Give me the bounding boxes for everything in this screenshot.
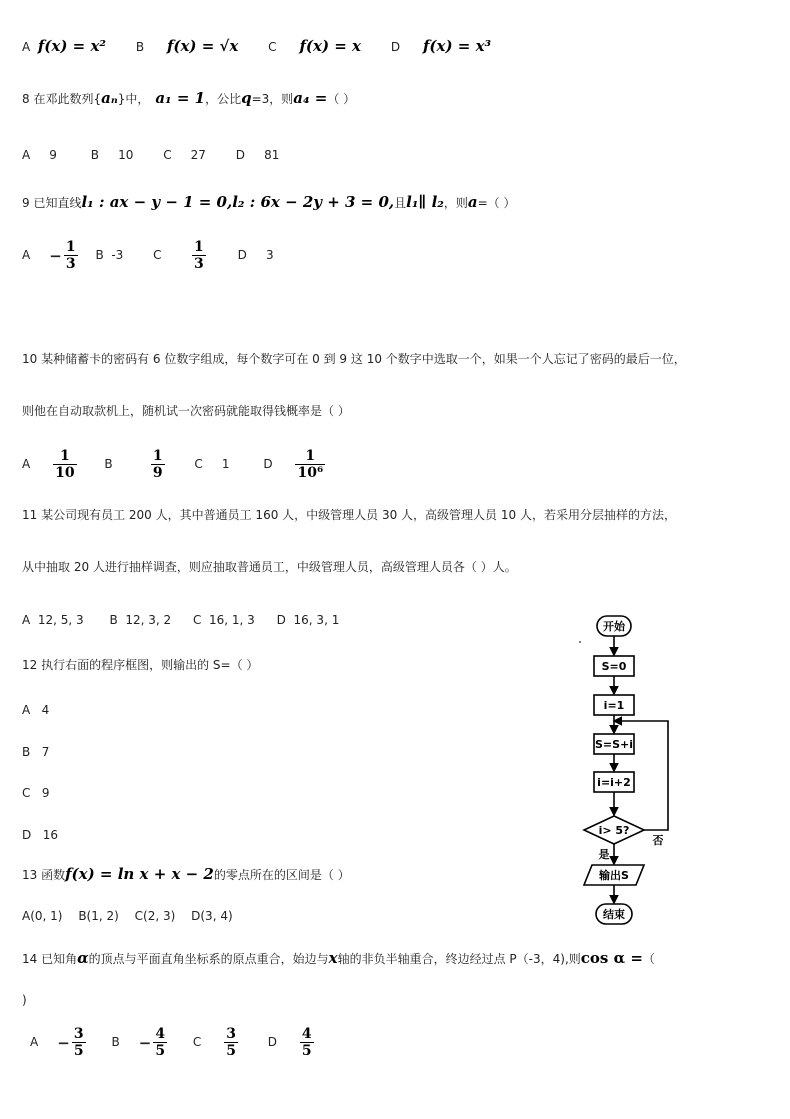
q9-option-a: A − $\frac{1}{3}$ [22, 239, 76, 272]
flowchart-yes-label: 是 [598, 848, 610, 861]
q11-option-d: D 16, 3, 1 [276, 613, 340, 627]
q13-option-c: C(2, 3) [134, 909, 176, 923]
q10-option-a: A $\frac{1}{10}$ [22, 448, 75, 481]
q10-option-d: D $\frac{1}{\text{10⁶}}$ [263, 448, 324, 481]
q8-option-b: B 10 [90, 148, 134, 162]
flowchart-output-label: 输出S [599, 869, 629, 882]
q10-options [22, 444, 325, 484]
q13-option-a: A(0, 1) [22, 909, 63, 923]
q11-option-c: C 16, 1, 3 [192, 613, 255, 627]
flowchart-i1-label: i=1 [603, 699, 625, 712]
flowchart-ssi-label: S=S+i [594, 738, 634, 751]
q11-stem-line2: 从中抽取 20 人进行抽样调查，则应抽取普通员工，中级管理人员，高级管理人员各（ ）人。 [22, 560, 517, 574]
flowchart-start-label: 开始 [603, 620, 625, 633]
q13-option-b: B(1, 2) [78, 909, 119, 923]
flowchart-end-label: 结束 [603, 908, 625, 921]
program-flowchart [572, 608, 682, 928]
q12-option-d: D 16 [22, 828, 58, 842]
q10-option-c: C 1 [194, 457, 230, 471]
q8-option-d: D 81 [235, 148, 280, 162]
q11-options [22, 610, 339, 630]
q12-stem: 12 执行右面的程序框图，则输出的 S=（ ） [22, 658, 259, 672]
q14-options [30, 1022, 314, 1063]
q10-stem-line2: 则他在自动取款机上，随机试一次密码就能取得钱概率是（ ） [22, 404, 350, 418]
q7-option-c: C f(x) = x [268, 37, 361, 55]
q7-option-a: A f(x) = x² [22, 37, 106, 55]
flowchart-no-label: 否 [652, 834, 664, 847]
flowchart-ii2-label: i=i+2 [597, 776, 631, 789]
q13-options [22, 906, 233, 926]
q14-stem-line2: ) [22, 993, 27, 1007]
q14-option-b: B − $\frac{4}{5}$ [111, 1026, 166, 1059]
q14-option-a: A − $\frac{3}{5}$ [30, 1026, 84, 1059]
q10-stem-line1: 10 某种储蓄卡的密码有 6 位数字组成，每个数字可在 0 到 9 这 10 个数字中选取一个，如果一个人忘记了密码的最后一位， [22, 352, 686, 366]
q8-stem: 8 在邓此数列{aₙ}中， a₁ = 1，公比q=3，则a₄ =（ ） [22, 89, 356, 107]
q11-option-a: A 12, 5, 3 [22, 613, 84, 627]
q9-stem: 9 已知直线l₁ : ax − y − 1 = 0,l₂ : 6x − 2y + 3 = 0,且l₁∥ l₂，则a=（ ） [22, 193, 516, 211]
q8-option-a: A 9 [22, 148, 57, 162]
q7-option-d: D f(x) = x³ [390, 37, 492, 55]
q10-option-b: B $\frac{1}{9}$ [104, 448, 163, 481]
q7-options [22, 36, 491, 57]
q8-option-c: C 27 [163, 148, 206, 162]
q11-option-b: B 12, 3, 2 [109, 613, 172, 627]
q7-option-b: B f(x) = √x [135, 37, 239, 55]
q12-option-b: B 7 [22, 745, 50, 759]
q12-option-a: A 4 [22, 703, 50, 717]
q13-option-d: D(3, 4) [191, 909, 233, 923]
q13-stem: 13 函数f(x) = ln x + x − 2的零点所在的区间是（ ） [22, 865, 350, 883]
q14-option-d: D $\frac{4}{5}$ [267, 1026, 312, 1059]
q9-option-d: D 3 [237, 248, 274, 262]
q9-option-c: C $\frac{1}{3}$ [153, 239, 204, 272]
q8-options [22, 145, 279, 165]
flowchart-condition-label: i> 5? [598, 824, 630, 837]
q14-option-c: C $\frac{3}{5}$ [192, 1026, 236, 1059]
q9-option-b: B -3 [95, 248, 124, 262]
flowchart-s0-label: S=0 [601, 660, 627, 673]
q9-options [22, 236, 274, 275]
q14-stem: 14 已知角α的顶点与平面直角坐标系的原点重合，始边与x轴的非负半轴重合，终边经过点 P（-3，4),则cos α =（ [22, 949, 655, 967]
q11-stem-line1: 11 某公司现有员工 200 人，其中普通员工 160 人，中级管理人员 30 人，高级管理人员 10 人，若采用分层抽样的方法， [22, 508, 676, 522]
q12-option-c: C 9 [22, 786, 50, 800]
